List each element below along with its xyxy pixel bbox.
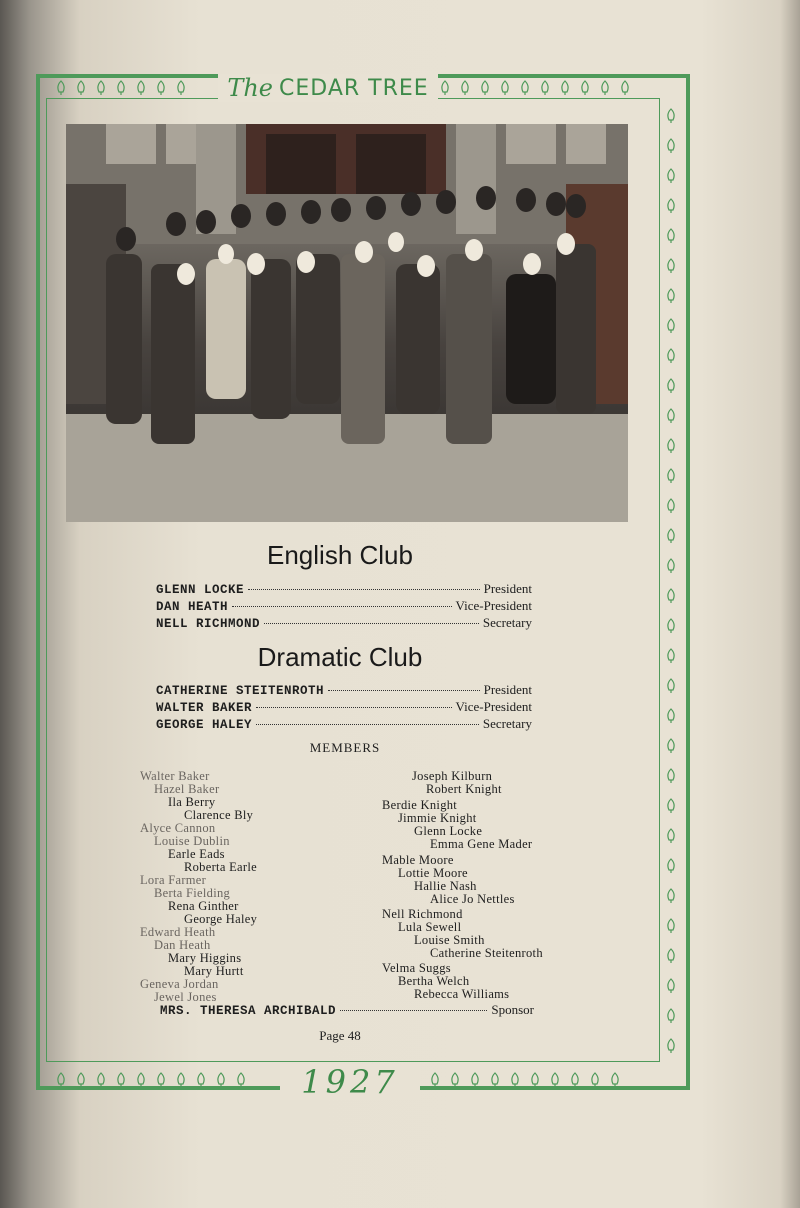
cedar-tree-icon xyxy=(666,888,676,904)
cedar-tree-icon xyxy=(480,80,490,96)
leader-dots xyxy=(328,690,480,691)
cedar-tree-icon xyxy=(500,80,510,96)
cedar-tree-icon xyxy=(520,80,530,96)
cedar-tree-icon xyxy=(666,288,676,304)
leader-dots xyxy=(232,606,452,607)
cedar-tree-icon xyxy=(666,408,676,424)
member-name: Rena Ginther xyxy=(168,899,239,913)
cedar-tree-icon xyxy=(216,1072,226,1088)
dramatic-club-officer xyxy=(156,699,532,715)
member-name: Catherine Steitenroth xyxy=(430,946,543,960)
dramatic-club-officer xyxy=(156,716,532,732)
leader-dots xyxy=(248,589,480,590)
cedar-tree-icon xyxy=(96,1072,106,1088)
member-name: Berdie Knight xyxy=(382,798,458,812)
member-name: Lora Farmer xyxy=(140,873,207,887)
member-name: Alyce Cannon xyxy=(140,821,216,835)
member-name: Hallie Nash xyxy=(414,879,477,893)
member-name: Walter Baker xyxy=(140,769,210,783)
officer-role: President xyxy=(483,682,532,697)
member-name: Earle Eads xyxy=(168,847,225,861)
cedar-tree-icon xyxy=(196,1072,206,1088)
cedar-tree-icon xyxy=(176,1072,186,1088)
cedar-tree-icon xyxy=(510,1072,520,1088)
cedar-tree-icon xyxy=(136,1072,146,1088)
cedar-tree-icon xyxy=(570,1072,580,1088)
cedar-tree-icon xyxy=(666,168,676,184)
cedar-tree-icon xyxy=(610,1072,620,1088)
cedar-tree-icon xyxy=(666,468,676,484)
member-name: Ila Berry xyxy=(168,795,216,809)
leader-dots xyxy=(256,724,479,725)
cedar-tree-icon xyxy=(666,228,676,244)
cedar-tree-icon xyxy=(440,80,450,96)
cedar-tree-icon xyxy=(156,80,166,96)
member-name: Nell Richmond xyxy=(382,907,463,921)
officer-role: President xyxy=(483,581,532,596)
officer-name: GEORGE HALEY xyxy=(156,718,253,732)
cedar-tree-icon xyxy=(176,80,186,96)
officer-name: DAN HEATH xyxy=(156,600,229,614)
tree-ornaments-bottom-left xyxy=(56,1072,246,1088)
cedar-tree-icon xyxy=(116,1072,126,1088)
cedar-tree-icon xyxy=(56,80,66,96)
member-name: Geneva Jordan xyxy=(140,977,219,991)
cedar-tree-icon xyxy=(666,918,676,934)
cedar-tree-icon xyxy=(550,1072,560,1088)
tree-ornaments-top-left xyxy=(56,80,186,96)
leader-dots xyxy=(340,1010,487,1011)
member-name: Velma Suggs xyxy=(382,961,451,975)
group-photo-illustration xyxy=(66,124,628,522)
english-club-title: English Club xyxy=(267,540,413,570)
member-name: Hazel Baker xyxy=(154,782,220,796)
cedar-tree-icon xyxy=(666,828,676,844)
member-name: Alice Jo Nettles xyxy=(430,892,515,906)
member-name: Emma Gene Mader xyxy=(430,837,533,851)
officer-role: Vice-President xyxy=(455,699,532,714)
member-name: Dan Heath xyxy=(154,938,211,952)
cedar-tree-icon xyxy=(236,1072,246,1088)
sponsor-line xyxy=(160,1002,534,1018)
header-title-the: The xyxy=(227,74,273,102)
header-title: CEDAR TREE xyxy=(279,75,429,101)
cedar-tree-icon xyxy=(530,1072,540,1088)
cedar-tree-icon xyxy=(666,348,676,364)
tree-ornaments-bottom-right xyxy=(430,1072,620,1088)
cedar-tree-icon xyxy=(666,948,676,964)
sponsor-name: MRS. THERESA ARCHIBALD xyxy=(160,1004,337,1018)
english-club-officer xyxy=(156,615,532,631)
cedar-tree-icon xyxy=(666,708,676,724)
cedar-tree-icon xyxy=(666,978,676,994)
officer-name: NELL RICHMOND xyxy=(156,617,261,631)
cedar-tree-icon xyxy=(96,80,106,96)
cedar-tree-icon xyxy=(620,80,630,96)
cedar-tree-icon xyxy=(666,198,676,214)
member-name: Glenn Locke xyxy=(414,824,483,838)
english-club-officer xyxy=(156,598,532,614)
officer-name: GLENN LOCKE xyxy=(156,583,245,597)
cedar-tree-icon xyxy=(666,618,676,634)
leader-dots xyxy=(256,707,452,708)
officer-name: CATHERINE STEITENROTH xyxy=(156,684,325,698)
page-header xyxy=(218,74,438,102)
member-name: Louise Smith xyxy=(414,933,485,947)
member-name: Clarence Bly xyxy=(184,808,254,822)
cedar-tree-icon xyxy=(76,80,86,96)
footer-year: 1927 xyxy=(301,1063,399,1101)
officer-role: Secretary xyxy=(482,716,532,731)
cedar-tree-icon xyxy=(470,1072,480,1088)
cedar-tree-icon xyxy=(666,1008,676,1024)
member-name: Lottie Moore xyxy=(398,866,468,880)
cedar-tree-icon xyxy=(116,80,126,96)
sponsor-role: Sponsor xyxy=(491,1002,534,1017)
cedar-tree-icon xyxy=(460,80,470,96)
member-name: Rebecca Williams xyxy=(414,987,510,1001)
member-name: Joseph Kilburn xyxy=(412,769,493,783)
tree-ornaments-right-column xyxy=(666,108,676,1054)
cedar-tree-icon xyxy=(666,108,676,124)
page-number: Page 48 xyxy=(319,1028,361,1043)
member-name: Mary Hurtt xyxy=(184,964,244,978)
cedar-tree-icon xyxy=(666,768,676,784)
member-name: Mable Moore xyxy=(382,853,454,867)
cedar-tree-icon xyxy=(56,1072,66,1088)
cedar-tree-icon xyxy=(580,80,590,96)
members-heading: MEMBERS xyxy=(309,740,381,755)
member-name: Bertha Welch xyxy=(398,974,470,988)
member-name: Jewel Jones xyxy=(154,990,217,1004)
leader-dots xyxy=(264,623,479,624)
member-name: Mary Higgins xyxy=(168,951,242,965)
member-name: Louise Dublin xyxy=(154,834,230,848)
dramatic-club-title: Dramatic Club xyxy=(257,642,423,672)
cedar-tree-icon xyxy=(666,318,676,334)
member-name: Berta Fielding xyxy=(154,886,231,900)
cedar-tree-icon xyxy=(136,80,146,96)
cedar-tree-icon xyxy=(666,678,676,694)
member-name: George Haley xyxy=(184,912,258,926)
cedar-tree-icon xyxy=(490,1072,500,1088)
dramatic-club-officer xyxy=(156,682,532,698)
cedar-tree-icon xyxy=(560,80,570,96)
group-photo xyxy=(66,124,628,522)
cedar-tree-icon xyxy=(666,138,676,154)
cedar-tree-icon xyxy=(666,588,676,604)
member-name: Edward Heath xyxy=(140,925,216,939)
cedar-tree-icon xyxy=(666,438,676,454)
cedar-tree-icon xyxy=(76,1072,86,1088)
member-name: Roberta Earle xyxy=(184,860,257,874)
cedar-tree-icon xyxy=(430,1072,440,1088)
cedar-tree-icon xyxy=(590,1072,600,1088)
member-name: Lula Sewell xyxy=(398,920,462,934)
cedar-tree-icon xyxy=(666,798,676,814)
member-name: Robert Knight xyxy=(426,782,502,796)
cedar-tree-icon xyxy=(666,858,676,874)
english-club-officer xyxy=(156,581,532,597)
officer-role: Vice-President xyxy=(455,598,532,613)
cedar-tree-icon xyxy=(666,258,676,274)
page-footer xyxy=(280,1064,420,1100)
tree-ornaments-top-right xyxy=(440,80,630,96)
cedar-tree-icon xyxy=(540,80,550,96)
cedar-tree-icon xyxy=(600,80,610,96)
officer-role: Secretary xyxy=(482,615,532,630)
member-name: Jimmie Knight xyxy=(398,811,477,825)
cedar-tree-icon xyxy=(156,1072,166,1088)
cedar-tree-icon xyxy=(450,1072,460,1088)
cedar-tree-icon xyxy=(666,498,676,514)
officer-name: WALTER BAKER xyxy=(156,701,253,715)
cedar-tree-icon xyxy=(666,378,676,394)
